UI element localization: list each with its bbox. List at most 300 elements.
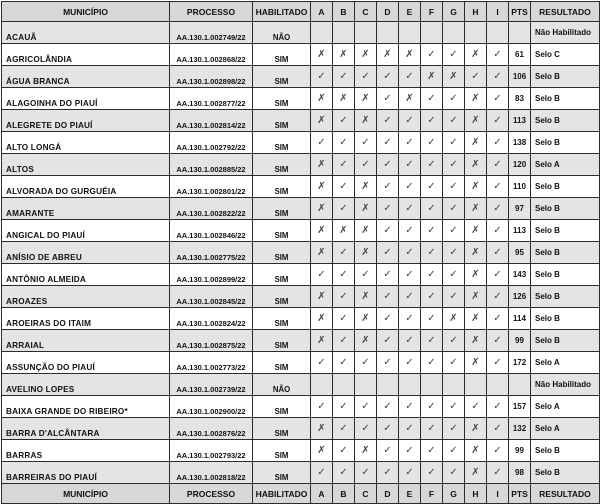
resultado-cell: Selo B xyxy=(531,176,600,198)
footer-criterion-i: I xyxy=(487,484,509,504)
header-criterion-a: A xyxy=(311,2,333,22)
check-icon: ✓ xyxy=(377,88,399,110)
municipio-cell: BAIXA GRANDE DO RIBEIRO* xyxy=(2,396,170,418)
check-icon: ✓ xyxy=(399,286,421,308)
municipio-cell: BARRAS xyxy=(2,440,170,462)
cross-icon: ✗ xyxy=(465,88,487,110)
check-icon: ✓ xyxy=(443,286,465,308)
footer-criterion-b: B xyxy=(333,484,355,504)
cross-icon: ✗ xyxy=(465,154,487,176)
footer-criterion-e: E xyxy=(399,484,421,504)
pts-cell: 110 xyxy=(509,176,531,198)
check-icon: ✓ xyxy=(333,176,355,198)
check-icon: ✓ xyxy=(377,176,399,198)
check-icon: ✓ xyxy=(465,396,487,418)
check-icon: ✓ xyxy=(355,132,377,154)
footer-criterion-h: H xyxy=(465,484,487,504)
municipio-cell: ALTOS xyxy=(2,154,170,176)
check-icon: ✓ xyxy=(377,308,399,330)
check-icon: ✓ xyxy=(377,66,399,88)
habilitado-cell: SIM xyxy=(253,198,311,220)
cross-icon: ✗ xyxy=(465,176,487,198)
cross-icon: ✗ xyxy=(465,308,487,330)
check-icon: ✓ xyxy=(377,154,399,176)
processo-cell: AA.130.1.002793/22 xyxy=(170,440,253,462)
check-icon: ✓ xyxy=(487,462,509,484)
cross-icon: ✗ xyxy=(311,440,333,462)
cross-icon: ✗ xyxy=(333,44,355,66)
pts-cell: 83 xyxy=(509,88,531,110)
municipio-cell: AROEIRAS DO ITAIM xyxy=(2,308,170,330)
check-icon: ✓ xyxy=(399,462,421,484)
criterion-e-empty xyxy=(399,374,421,396)
check-icon: ✓ xyxy=(443,88,465,110)
check-icon: ✓ xyxy=(333,352,355,374)
resultado-cell: Selo B xyxy=(531,242,600,264)
criterion-h-empty xyxy=(465,374,487,396)
check-icon: ✓ xyxy=(421,88,443,110)
header-criterion-d: D xyxy=(377,2,399,22)
check-icon: ✓ xyxy=(377,352,399,374)
check-icon: ✓ xyxy=(421,352,443,374)
check-icon: ✓ xyxy=(443,132,465,154)
habilitado-cell: SIM xyxy=(253,396,311,418)
check-icon: ✓ xyxy=(377,396,399,418)
check-icon: ✓ xyxy=(421,154,443,176)
municipio-cell: ALEGRETE DO PIAUÍ xyxy=(2,110,170,132)
processo-cell: AA.130.1.002818/22 xyxy=(170,462,253,484)
check-icon: ✓ xyxy=(311,462,333,484)
footer-criterion-d: D xyxy=(377,484,399,504)
processo-cell: AA.130.1.002824/22 xyxy=(170,308,253,330)
check-icon: ✓ xyxy=(487,176,509,198)
cross-icon: ✗ xyxy=(465,110,487,132)
check-icon: ✓ xyxy=(399,352,421,374)
cross-icon: ✗ xyxy=(311,418,333,440)
municipio-cell: ALVORADA DO GURGUÉIA xyxy=(2,176,170,198)
check-icon: ✓ xyxy=(333,154,355,176)
criterion-b-empty xyxy=(333,22,355,44)
cross-icon: ✗ xyxy=(311,220,333,242)
cross-icon: ✗ xyxy=(465,286,487,308)
resultado-cell: Selo A xyxy=(531,418,600,440)
resultado-cell: Não Habilitado xyxy=(531,374,600,396)
check-icon: ✓ xyxy=(355,66,377,88)
pts-cell: 143 xyxy=(509,264,531,286)
pts-cell: 99 xyxy=(509,440,531,462)
check-icon: ✓ xyxy=(399,308,421,330)
pts-cell xyxy=(509,374,531,396)
table-row xyxy=(2,154,600,176)
processo-cell: AA.130.1.002814/22 xyxy=(170,110,253,132)
habilitado-cell: SIM xyxy=(253,132,311,154)
check-icon: ✓ xyxy=(355,352,377,374)
resultado-cell: Selo C xyxy=(531,44,600,66)
check-icon: ✓ xyxy=(487,242,509,264)
pts-cell: 97 xyxy=(509,198,531,220)
check-icon: ✓ xyxy=(487,154,509,176)
check-icon: ✓ xyxy=(421,242,443,264)
habilitado-cell: SIM xyxy=(253,242,311,264)
check-icon: ✓ xyxy=(333,242,355,264)
cross-icon: ✗ xyxy=(311,286,333,308)
header-processo: PROCESSO xyxy=(170,2,253,22)
criterion-g-empty xyxy=(443,22,465,44)
habilitado-cell: NÃO xyxy=(253,22,311,44)
check-icon: ✓ xyxy=(399,220,421,242)
processo-cell: AA.130.1.002900/22 xyxy=(170,396,253,418)
check-icon: ✓ xyxy=(487,66,509,88)
check-icon: ✓ xyxy=(487,110,509,132)
check-icon: ✓ xyxy=(421,330,443,352)
cross-icon: ✗ xyxy=(311,88,333,110)
header-criterion-e: E xyxy=(399,2,421,22)
check-icon: ✓ xyxy=(399,264,421,286)
table-row xyxy=(2,220,600,242)
check-icon: ✓ xyxy=(421,110,443,132)
criterion-a-empty xyxy=(311,374,333,396)
table-row xyxy=(2,286,600,308)
resultado-cell: Selo B xyxy=(531,286,600,308)
pts-cell: 172 xyxy=(509,352,531,374)
check-icon: ✓ xyxy=(421,418,443,440)
municipio-cell: AVELINO LOPES xyxy=(2,374,170,396)
check-icon: ✓ xyxy=(487,286,509,308)
check-icon: ✓ xyxy=(333,418,355,440)
habilitado-cell: SIM xyxy=(253,176,311,198)
check-icon: ✓ xyxy=(443,110,465,132)
check-icon: ✓ xyxy=(311,66,333,88)
check-icon: ✓ xyxy=(355,462,377,484)
check-icon: ✓ xyxy=(399,330,421,352)
check-icon: ✓ xyxy=(443,242,465,264)
check-icon: ✓ xyxy=(487,352,509,374)
processo-cell: AA.130.1.002749/22 xyxy=(170,22,253,44)
cross-icon: ✗ xyxy=(355,88,377,110)
check-icon: ✓ xyxy=(421,440,443,462)
check-icon: ✓ xyxy=(399,440,421,462)
criterion-f-empty xyxy=(421,22,443,44)
table-row xyxy=(2,22,600,44)
check-icon: ✓ xyxy=(355,264,377,286)
cross-icon: ✗ xyxy=(465,242,487,264)
resultado-cell: Selo A xyxy=(531,352,600,374)
criterion-d-empty xyxy=(377,374,399,396)
check-icon: ✓ xyxy=(421,308,443,330)
check-icon: ✓ xyxy=(443,418,465,440)
habilitado-cell: SIM xyxy=(253,440,311,462)
municipio-cell: ACAUÃ xyxy=(2,22,170,44)
check-icon: ✓ xyxy=(487,88,509,110)
check-icon: ✓ xyxy=(333,286,355,308)
processo-cell: AA.130.1.002875/22 xyxy=(170,330,253,352)
check-icon: ✓ xyxy=(377,462,399,484)
check-icon: ✓ xyxy=(333,110,355,132)
footer-pts: PTS xyxy=(509,484,531,504)
pts-cell: 113 xyxy=(509,220,531,242)
check-icon: ✓ xyxy=(487,308,509,330)
pts-cell: 99 xyxy=(509,330,531,352)
check-icon: ✓ xyxy=(443,154,465,176)
table-row xyxy=(2,396,600,418)
resultado-cell: Selo A xyxy=(531,154,600,176)
criterion-e-empty xyxy=(399,22,421,44)
criterion-c-empty xyxy=(355,374,377,396)
pts-cell: 114 xyxy=(509,308,531,330)
habilitado-cell: SIM xyxy=(253,286,311,308)
check-icon: ✓ xyxy=(421,396,443,418)
municipality-results-table xyxy=(1,1,600,504)
municipio-cell: BARREIRAS DO PIAUÍ xyxy=(2,462,170,484)
pts-cell xyxy=(509,22,531,44)
table-row xyxy=(2,132,600,154)
processo-cell: AA.130.1.002885/22 xyxy=(170,154,253,176)
check-icon: ✓ xyxy=(333,308,355,330)
check-icon: ✓ xyxy=(311,132,333,154)
check-icon: ✓ xyxy=(421,198,443,220)
cross-icon: ✗ xyxy=(311,154,333,176)
cross-icon: ✗ xyxy=(355,44,377,66)
table-row xyxy=(2,374,600,396)
cross-icon: ✗ xyxy=(465,264,487,286)
pts-cell: 120 xyxy=(509,154,531,176)
cross-icon: ✗ xyxy=(399,44,421,66)
processo-cell: AA.130.1.002868/22 xyxy=(170,44,253,66)
cross-icon: ✗ xyxy=(465,132,487,154)
check-icon: ✓ xyxy=(377,198,399,220)
table-row xyxy=(2,352,600,374)
habilitado-cell: SIM xyxy=(253,88,311,110)
criterion-a-empty xyxy=(311,22,333,44)
check-icon: ✓ xyxy=(421,220,443,242)
resultado-cell: Selo B xyxy=(531,330,600,352)
cross-icon: ✗ xyxy=(311,330,333,352)
processo-cell: AA.130.1.002846/22 xyxy=(170,220,253,242)
cross-icon: ✗ xyxy=(421,66,443,88)
habilitado-cell: SIM xyxy=(253,66,311,88)
municipio-cell: AMARANTE xyxy=(2,198,170,220)
processo-cell: AA.130.1.002801/22 xyxy=(170,176,253,198)
table-body xyxy=(2,22,600,484)
habilitado-cell: SIM xyxy=(253,44,311,66)
table-header xyxy=(2,2,600,22)
resultado-cell: Selo B xyxy=(531,198,600,220)
check-icon: ✓ xyxy=(355,418,377,440)
criterion-c-empty xyxy=(355,22,377,44)
cross-icon: ✗ xyxy=(355,308,377,330)
processo-cell: AA.130.1.002876/22 xyxy=(170,418,253,440)
table-row xyxy=(2,66,600,88)
cross-icon: ✗ xyxy=(465,220,487,242)
check-icon: ✓ xyxy=(487,396,509,418)
check-icon: ✓ xyxy=(377,264,399,286)
check-icon: ✓ xyxy=(333,132,355,154)
cross-icon: ✗ xyxy=(443,308,465,330)
resultado-cell: Selo B xyxy=(531,220,600,242)
resultado-cell: Selo B xyxy=(531,462,600,484)
resultado-cell: Selo B xyxy=(531,264,600,286)
table-row xyxy=(2,176,600,198)
processo-cell: AA.130.1.002822/22 xyxy=(170,198,253,220)
habilitado-cell: NÃO xyxy=(253,374,311,396)
habilitado-cell: SIM xyxy=(253,154,311,176)
check-icon: ✓ xyxy=(443,176,465,198)
cross-icon: ✗ xyxy=(465,330,487,352)
check-icon: ✓ xyxy=(355,154,377,176)
footer-processo: PROCESSO xyxy=(170,484,253,504)
check-icon: ✓ xyxy=(487,44,509,66)
cross-icon: ✗ xyxy=(311,308,333,330)
check-icon: ✓ xyxy=(399,66,421,88)
cross-icon: ✗ xyxy=(355,286,377,308)
check-icon: ✓ xyxy=(487,418,509,440)
table-row xyxy=(2,264,600,286)
footer-criterion-f: F xyxy=(421,484,443,504)
criterion-i-empty xyxy=(487,22,509,44)
pts-cell: 126 xyxy=(509,286,531,308)
pts-cell: 138 xyxy=(509,132,531,154)
check-icon: ✓ xyxy=(333,330,355,352)
check-icon: ✓ xyxy=(487,198,509,220)
check-icon: ✓ xyxy=(421,264,443,286)
habilitado-cell: SIM xyxy=(253,264,311,286)
resultado-cell: Selo B xyxy=(531,308,600,330)
municipio-cell: ALAGOINHA DO PIAUÍ xyxy=(2,88,170,110)
habilitado-cell: SIM xyxy=(253,352,311,374)
check-icon: ✓ xyxy=(399,396,421,418)
check-icon: ✓ xyxy=(333,462,355,484)
cross-icon: ✗ xyxy=(443,66,465,88)
check-icon: ✓ xyxy=(421,176,443,198)
check-icon: ✓ xyxy=(399,176,421,198)
resultado-cell: Selo B xyxy=(531,110,600,132)
cross-icon: ✗ xyxy=(399,88,421,110)
check-icon: ✓ xyxy=(333,198,355,220)
check-icon: ✓ xyxy=(443,264,465,286)
header-resultado: RESULTADO xyxy=(531,2,600,22)
footer-municipio: MUNICÍPIO xyxy=(2,484,170,504)
footer-criterion-a: A xyxy=(311,484,333,504)
cross-icon: ✗ xyxy=(465,44,487,66)
check-icon: ✓ xyxy=(377,132,399,154)
check-icon: ✓ xyxy=(443,220,465,242)
processo-cell: AA.130.1.002899/22 xyxy=(170,264,253,286)
habilitado-cell: SIM xyxy=(253,308,311,330)
check-icon: ✓ xyxy=(443,462,465,484)
cross-icon: ✗ xyxy=(311,176,333,198)
header-criterion-g: G xyxy=(443,2,465,22)
check-icon: ✓ xyxy=(487,264,509,286)
header-criterion-i: I xyxy=(487,2,509,22)
criterion-i-empty xyxy=(487,374,509,396)
table-row xyxy=(2,88,600,110)
cross-icon: ✗ xyxy=(355,176,377,198)
habilitado-cell: SIM xyxy=(253,418,311,440)
pts-cell: 95 xyxy=(509,242,531,264)
footer-resultado: RESULTADO xyxy=(531,484,600,504)
check-icon: ✓ xyxy=(333,66,355,88)
cross-icon: ✗ xyxy=(355,198,377,220)
check-icon: ✓ xyxy=(487,220,509,242)
pts-cell: 113 xyxy=(509,110,531,132)
pts-cell: 157 xyxy=(509,396,531,418)
check-icon: ✓ xyxy=(311,396,333,418)
habilitado-cell: SIM xyxy=(253,330,311,352)
check-icon: ✓ xyxy=(399,132,421,154)
municipio-cell: ARRAIAL xyxy=(2,330,170,352)
processo-cell: AA.130.1.002898/22 xyxy=(170,66,253,88)
check-icon: ✓ xyxy=(443,198,465,220)
municipio-cell: ANÍSIO DE ABREU xyxy=(2,242,170,264)
header-row xyxy=(2,2,600,22)
municipio-cell: BARRA D'ALCÂNTARA xyxy=(2,418,170,440)
cross-icon: ✗ xyxy=(333,88,355,110)
check-icon: ✓ xyxy=(333,440,355,462)
cross-icon: ✗ xyxy=(465,440,487,462)
table-row xyxy=(2,330,600,352)
header-pts: PTS xyxy=(509,2,531,22)
check-icon: ✓ xyxy=(399,242,421,264)
cross-icon: ✗ xyxy=(355,440,377,462)
check-icon: ✓ xyxy=(443,396,465,418)
cross-icon: ✗ xyxy=(311,110,333,132)
check-icon: ✓ xyxy=(443,440,465,462)
processo-cell: AA.130.1.002792/22 xyxy=(170,132,253,154)
table-row xyxy=(2,198,600,220)
processo-cell: AA.130.1.002877/22 xyxy=(170,88,253,110)
municipio-cell: ASSUNÇÃO DO PIAUÍ xyxy=(2,352,170,374)
cross-icon: ✗ xyxy=(355,220,377,242)
check-icon: ✓ xyxy=(377,418,399,440)
pts-cell: 98 xyxy=(509,462,531,484)
check-icon: ✓ xyxy=(355,396,377,418)
criterion-b-empty xyxy=(333,374,355,396)
municipio-cell: AGRICOLÂNDIA xyxy=(2,44,170,66)
check-icon: ✓ xyxy=(377,440,399,462)
table-row xyxy=(2,418,600,440)
header-criterion-c: C xyxy=(355,2,377,22)
check-icon: ✓ xyxy=(443,352,465,374)
table-row xyxy=(2,110,600,132)
pts-cell: 132 xyxy=(509,418,531,440)
processo-cell: AA.130.1.002775/22 xyxy=(170,242,253,264)
habilitado-cell: SIM xyxy=(253,462,311,484)
resultado-cell: Não Habilitado xyxy=(531,22,600,44)
processo-cell: AA.130.1.002845/22 xyxy=(170,286,253,308)
header-criterion-h: H xyxy=(465,2,487,22)
check-icon: ✓ xyxy=(333,264,355,286)
pts-cell: 61 xyxy=(509,44,531,66)
check-icon: ✓ xyxy=(399,198,421,220)
check-icon: ✓ xyxy=(399,110,421,132)
check-icon: ✓ xyxy=(377,286,399,308)
cross-icon: ✗ xyxy=(465,462,487,484)
cross-icon: ✗ xyxy=(311,242,333,264)
check-icon: ✓ xyxy=(377,330,399,352)
check-icon: ✓ xyxy=(487,132,509,154)
header-habilitado: HABILITADO xyxy=(253,2,311,22)
check-icon: ✓ xyxy=(377,220,399,242)
cross-icon: ✗ xyxy=(377,44,399,66)
header-criterion-f: F xyxy=(421,2,443,22)
municipio-cell: ÁGUA BRANCA xyxy=(2,66,170,88)
table-row xyxy=(2,440,600,462)
table-row xyxy=(2,44,600,66)
municipio-cell: ANTÔNIO ALMEIDA xyxy=(2,264,170,286)
check-icon: ✓ xyxy=(443,330,465,352)
cross-icon: ✗ xyxy=(355,110,377,132)
municipio-cell: ALTO LONGÁ xyxy=(2,132,170,154)
